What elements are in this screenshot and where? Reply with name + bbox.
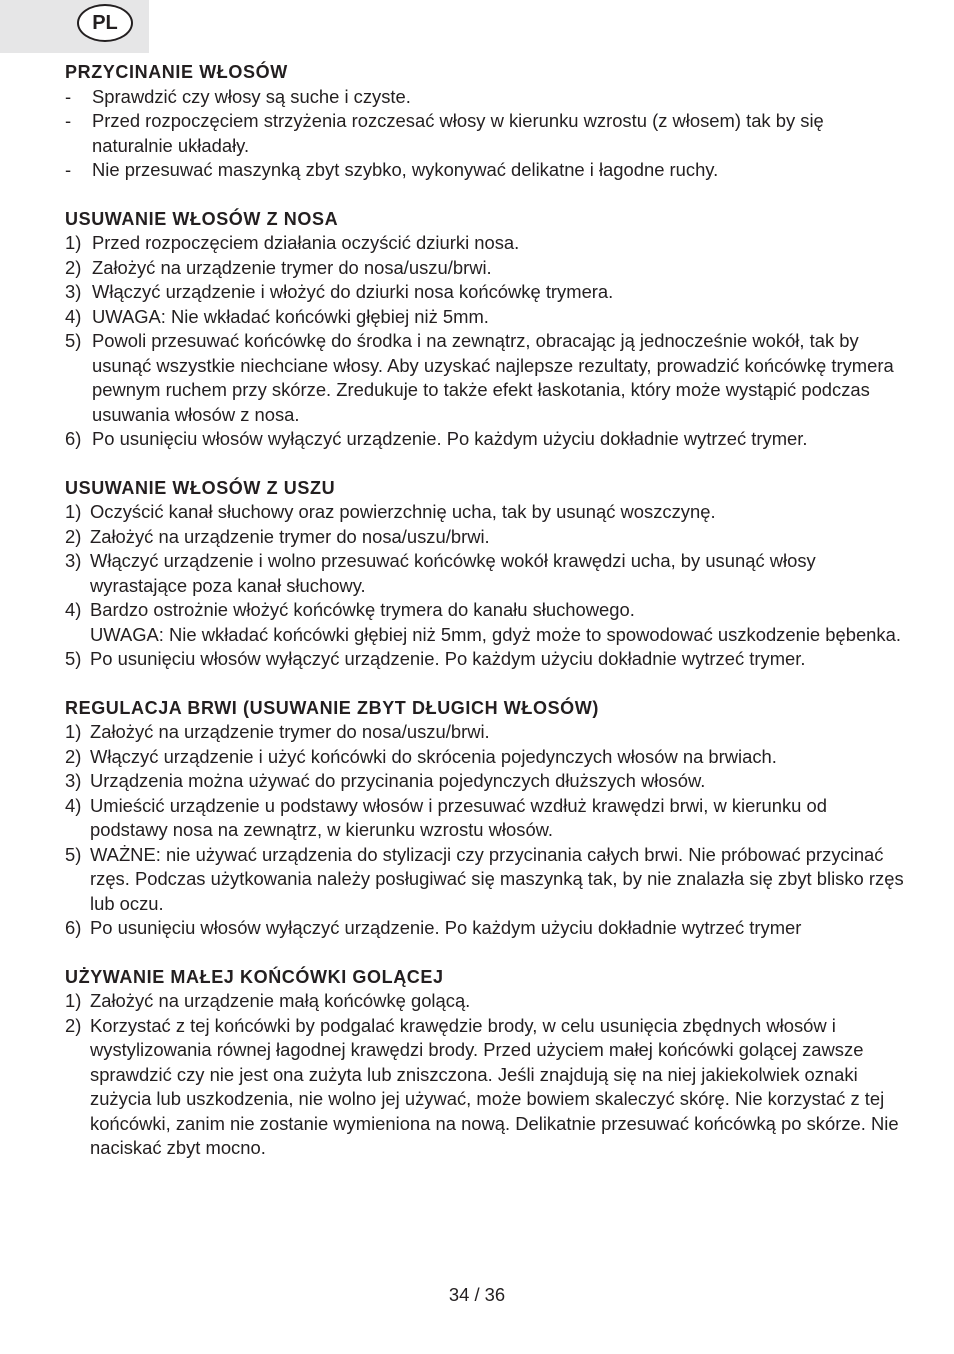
list-text: Po usunięciu włosów wyłączyć urządzenie. Po każdym użyciu dokładnie wytrzeć trymer.	[92, 428, 808, 449]
list-marker: -	[65, 110, 72, 131]
list-item	[65, 158, 905, 183]
list-item	[65, 1014, 905, 1161]
list-marker: 4)	[65, 305, 82, 327]
list-text: Założyć na urządzenie małą końcówkę golącą.	[90, 990, 471, 1011]
list-item	[65, 256, 905, 281]
section-trimming	[65, 60, 905, 183]
list-marker: 5)	[65, 843, 82, 865]
list-text: Założyć na urządzenie trymer do nosa/uszu/brwi.	[90, 721, 490, 742]
page-number: 34 / 36	[448, 1284, 506, 1305]
list-text: Oczyścić kanał słuchowy oraz powierzchnię ucha, tak by usunąć woszczynę.	[90, 501, 716, 522]
list-marker: 2)	[65, 745, 82, 767]
list-item	[65, 769, 905, 794]
list-item	[65, 916, 905, 941]
list-text: Włączyć urządzenie i wolno przesuwać końcówkę wokół krawędzi ucha, by usunąć włosy wyrastające poza kanał słuchowy.	[90, 550, 816, 596]
list-marker: 3)	[65, 550, 82, 571]
list-item	[65, 85, 905, 110]
list-item	[65, 427, 905, 452]
list-text: Urządzenia można używać do przycinania pojedynczych dłuższych włosów.	[90, 770, 706, 791]
list-marker: 6)	[65, 917, 82, 938]
list-marker: 1)	[65, 232, 82, 253]
list-text: Przed rozpoczęciem działania oczyścić dziurki nosa.	[92, 232, 520, 253]
list-marker: 6)	[65, 428, 82, 449]
list-marker: 5)	[65, 648, 82, 669]
list-text-line: Bardzo ostrożnie włożyć końcówkę trymera do kanału słuchowego.	[90, 599, 635, 620]
list-marker: 4)	[65, 794, 82, 816]
manual-content	[65, 60, 905, 1185]
list-item	[65, 525, 905, 550]
list-text	[90, 598, 905, 647]
list-marker: -	[65, 85, 72, 107]
section-eyebrows	[65, 696, 905, 941]
list-item	[65, 231, 905, 256]
list-item	[65, 549, 905, 598]
list-item	[65, 500, 905, 525]
list-text: Nie przesuwać maszynką zbyt szybko, wykonywać delikatne i łagodne ruchy.	[92, 159, 719, 180]
list-item	[65, 598, 905, 647]
list-text: UWAGA: Nie wkładać końcówki głębiej niż 5mm.	[92, 305, 489, 327]
list-text: Założyć na urządzenie trymer do nosa/uszu/brwi.	[90, 525, 490, 547]
list-item	[65, 720, 905, 745]
list-item	[65, 280, 905, 305]
list-marker: 3)	[65, 281, 82, 302]
section-heading: USUWANIE WŁOSÓW Z USZU	[65, 477, 336, 498]
list-text: Po usunięciu włosów wyłączyć urządzenie. Po każdym użyciu dokładnie wytrzeć trymer	[90, 917, 802, 938]
section-heading: USUWANIE WŁOSÓW Z NOSA	[65, 208, 339, 229]
list-item	[65, 305, 905, 330]
warning-note: UWAGA: Nie wkładać końcówki głębiej niż 5mm, gdyż może to spowodować uszkodzenie bębenka.	[90, 623, 901, 645]
list-text: Założyć na urządzenie trymer do nosa/uszu/brwi.	[92, 256, 492, 278]
language-badge: PL	[77, 4, 133, 42]
list-text: Korzystać z tej końcówki by podgalać krawędzie brody, w celu usunięcia zbędnych włosów i wystylizowania równej łagodnej krawędzi brody. Przed użyciem małej końcówki golącej zawsze sprawdzić czy nie jest ona zużyta lub zniszczona. Jeśli znajdują się na niej jakiekolwiek oznaki zużycia lub uszkodzenia, nie wolno jej używać, może bowiem skaleczyć skórę. Nie korzystać z tej końcówki, zanim nie zostanie wymieniona na nową. Delikatnie przesuwać końcówką po skórze. Nie naciskać zbyt mocno.	[90, 1014, 899, 1158]
list-text: WAŻNE: nie używać urządzenia do stylizacji czy przycinania całych brwi. Nie próbować przycinać rzęs. Podczas użytkowania należy posługiwać się maszynką tak, by nie znalazła się zbyt blisko rzęs lub oczu.	[90, 843, 904, 914]
list-marker: 2)	[65, 525, 82, 547]
list-item	[65, 989, 905, 1014]
section-heading: PRZYCINANIE WŁOSÓW	[65, 62, 288, 82]
section-ears	[65, 476, 905, 672]
list-text: Powoli przesuwać końcówkę do środka i na zewnątrz, obracając ją jednocześnie wokół, tak by usunąć wszystkie niechciane włosy. Aby uzyskać najlepsze rezultaty, prowadzić końcówkę trymera pewnym ruchem przy skórze. Zredukuje to także efekt łaskotania, który może wystąpić podczas usuwania włosów z nosa.	[92, 330, 894, 425]
section-nose	[65, 207, 905, 452]
list-item	[65, 329, 905, 427]
list-marker: 2)	[65, 1014, 82, 1036]
list-marker: 1)	[65, 501, 82, 522]
list-marker: 1)	[65, 990, 82, 1011]
list-text: Przed rozpoczęciem strzyżenia rozczesać włosy w kierunku wzrostu (z włosem) tak by się naturalnie układały.	[92, 110, 824, 156]
list-marker: 4)	[65, 599, 82, 620]
section-heading: UŻYWANIE MAŁEJ KOŃCÓWKI GOLĄCEJ	[65, 966, 444, 987]
list-marker: 5)	[65, 330, 82, 351]
list-text: Po usunięciu włosów wyłączyć urządzenie. Po każdym użyciu dokładnie wytrzeć trymer.	[90, 648, 806, 669]
list-item	[65, 109, 905, 158]
list-item	[65, 794, 905, 843]
list-marker: 1)	[65, 721, 82, 742]
list-item	[65, 843, 905, 917]
list-marker: 2)	[65, 256, 82, 278]
list-text: Sprawdzić czy włosy są suche i czyste.	[92, 85, 411, 107]
list-item	[65, 647, 905, 672]
list-text: Włączyć urządzenie i włożyć do dziurki nosa końcówkę trymera.	[92, 281, 614, 302]
list-text: Umieścić urządzenie u podstawy włosów i przesuwać wzdłuż krawędzi brwi, w kierunku od podstawy nosa na zewnątrz, w kierunku wzrostu włosów.	[90, 794, 827, 840]
section-heading: REGULACJA BRWI (USUWANIE ZBYT DŁUGICH WŁOSÓW)	[65, 697, 599, 718]
list-marker: -	[65, 159, 72, 180]
list-item	[65, 745, 905, 770]
list-marker: 3)	[65, 770, 82, 791]
list-text: Włączyć urządzenie i użyć końcówki do skrócenia pojedynczych włosów na brwiach.	[90, 745, 777, 767]
section-shaver	[65, 965, 905, 1161]
